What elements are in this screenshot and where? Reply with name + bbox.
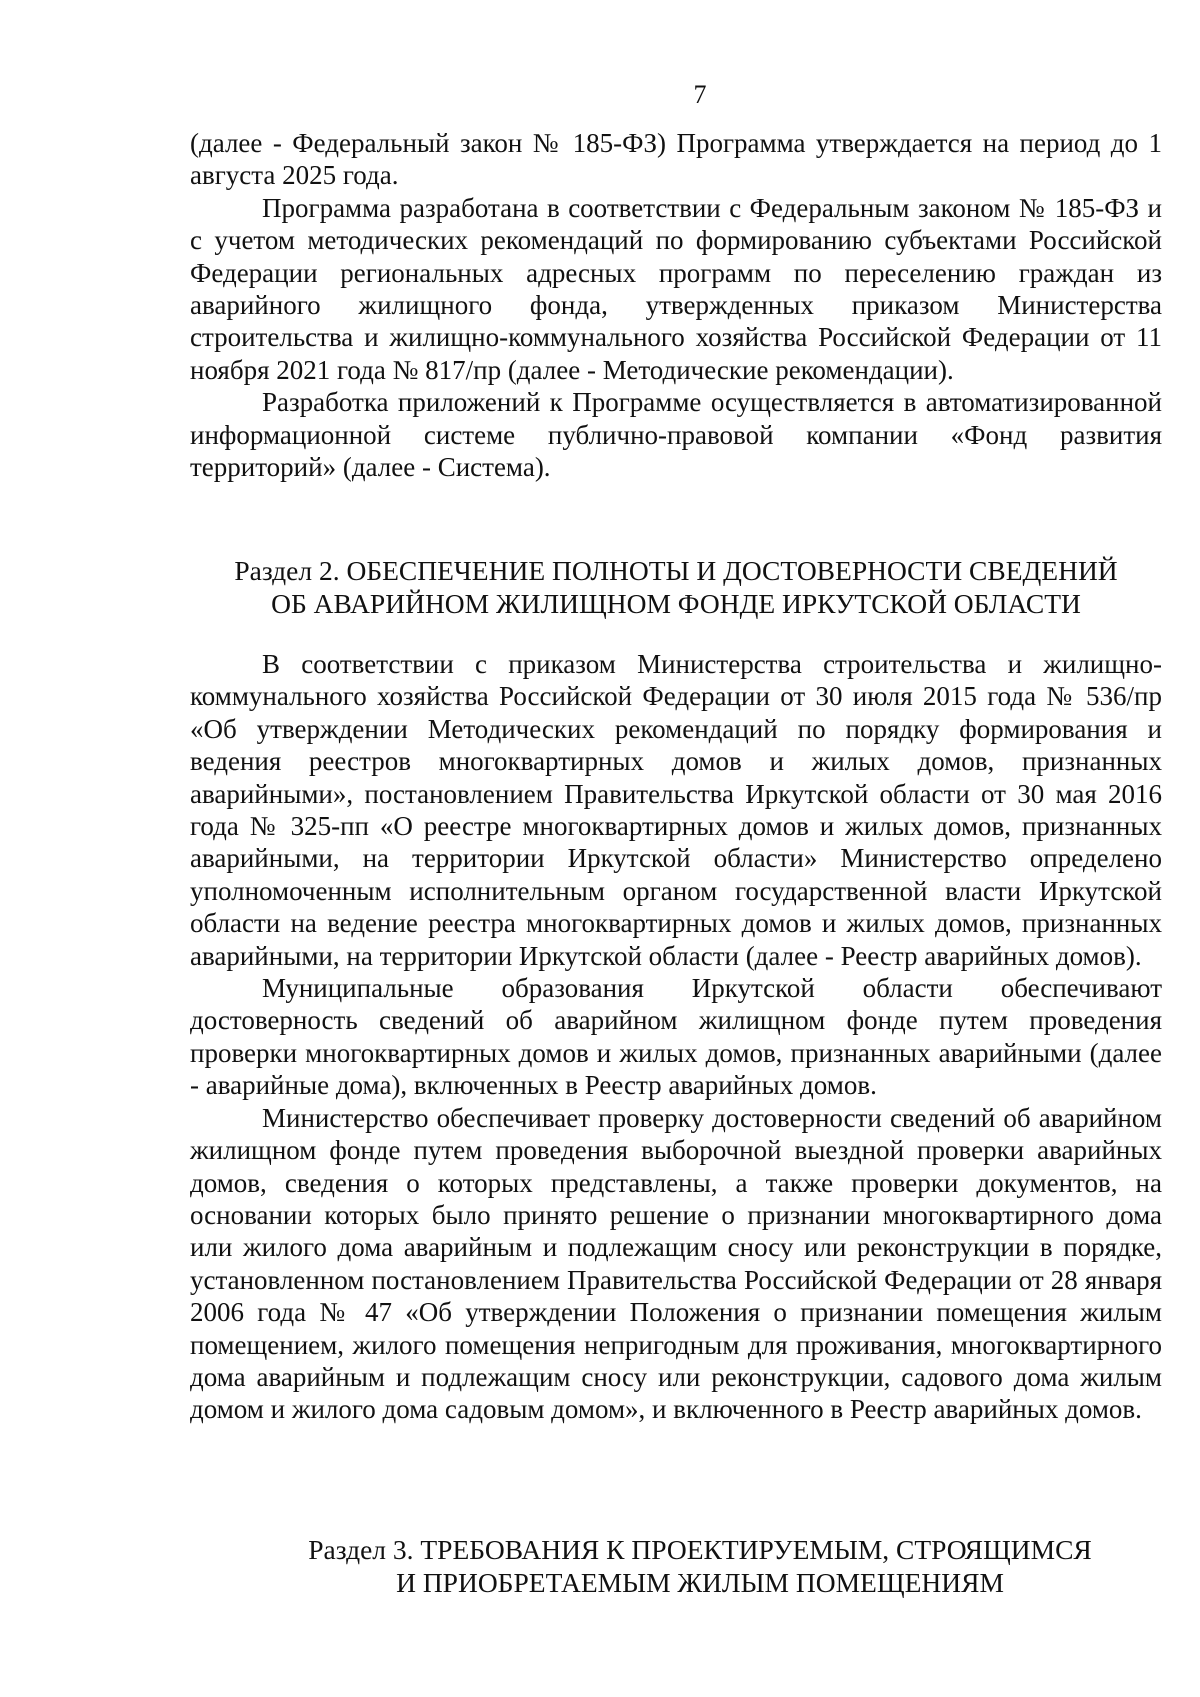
paragraph-ministry-verification: Министерство обеспечивает проверку достоверности сведений об аварийном жилищном фонде путем проведения выборочной выездной проверки аварийных домов, сведения о которых представлены, а также проверки документов, на основании которых было принято решение о признании многоквартирного дома или жилого дома аварийным и подлежащим сносу или реконструкции в порядке, установленном постановлением Правительства Российской Федерации от 28 января 2006 года № 47 «Об утверждении Положения о признании помещения жилым помещением, жилого помещения непригодным для проживания, многоквартирного дома аварийным и подлежащим сносу или реконструкции, садового дома жилым домом и жилого дома садовым домом», и включенного в Реестр аварийных домов. xyxy=(190,1102,1162,1425)
paragraph-registry-authority: В соответствии с приказом Министерства строительства и жилищно-коммунального хозяйства Российской Федерации от 30 июля 2015 года № 536/пр «Об утверждении Методических рекомендаций по порядку формирования и ведения реестров многоквартирных домов и жилых домов, признанных аварийными», постановлением Правительства Иркутской области от 30 мая 2016 года № 325-пп «О реестре многоквартирных домов и жилых домов, признанных аварийными, на территории Иркутской области» Министерство определено уполномоченным исполнительным органом государственной власти Иркутской области на ведение реестра многоквартирных домов и жилых домов, признанных аварийными, на территории Иркутской области (далее - Реестр аварийных домов). xyxy=(190,649,1162,971)
section-2-paragraphs xyxy=(190,648,1162,1426)
section-2-heading-line-2: ОБ АВАРИЙНОМ ЖИЛИЩНОМ ФОНДЕ ИРКУТСКОЙ ОБЛАСТИ xyxy=(271,588,1081,619)
paragraph-appendices-system: Разработка приложений к Программе осуществляется в автоматизированной информационной системе публично-правовой компании «Фонд развития территорий» (далее - Система). xyxy=(190,387,1162,483)
section-3-heading xyxy=(250,1533,1150,1599)
paragraph-municipal-verification: Муниципальные образования Иркутской области обеспечивают достоверность сведений об аварийном жилищном фонде путем проведения проверки многоквартирных домов и жилых домов, признанных аварийными (далее - аварийные дома), включенных в Реестр аварийных домов. xyxy=(190,973,1162,1101)
section-3-heading-line-1: Раздел 3. ТРЕБОВАНИЯ К ПРОЕКТИРУЕМЫМ, СТРОЯЩИМСЯ xyxy=(308,1534,1092,1565)
section-2-heading-line-1: Раздел 2. ОБЕСПЕЧЕНИЕ ПОЛНОТЫ И ДОСТОВЕРНОСТИ СВЕДЕНИЙ xyxy=(234,555,1118,586)
paragraph-continuation: (далее - Федеральный закон № 185-ФЗ) Программа утверждается на период до 1 августа 2025 года. xyxy=(190,128,1162,191)
section-3-heading-line-2: И ПРИОБРЕТАЕМЫМ ЖИЛЫМ ПОМЕЩЕНИЯМ xyxy=(396,1567,1004,1598)
paragraph-program-development: Программа разработана в соответствии с Федеральным законом № 185-ФЗ и с учетом методических рекомендаций по формированию субъектами Российской Федерации региональных адресных программ по переселению граждан из аварийного жилищного фонда, утвержденных приказом Министерства строительства и жилищно-коммунального хозяйства Российской Федерации от 11 ноября 2021 года № 817/пр (далее - Методические рекомендации). xyxy=(190,192,1162,385)
page-number: 7 xyxy=(693,80,707,109)
intro-paragraphs xyxy=(190,127,1162,483)
section-2-heading xyxy=(190,554,1162,620)
